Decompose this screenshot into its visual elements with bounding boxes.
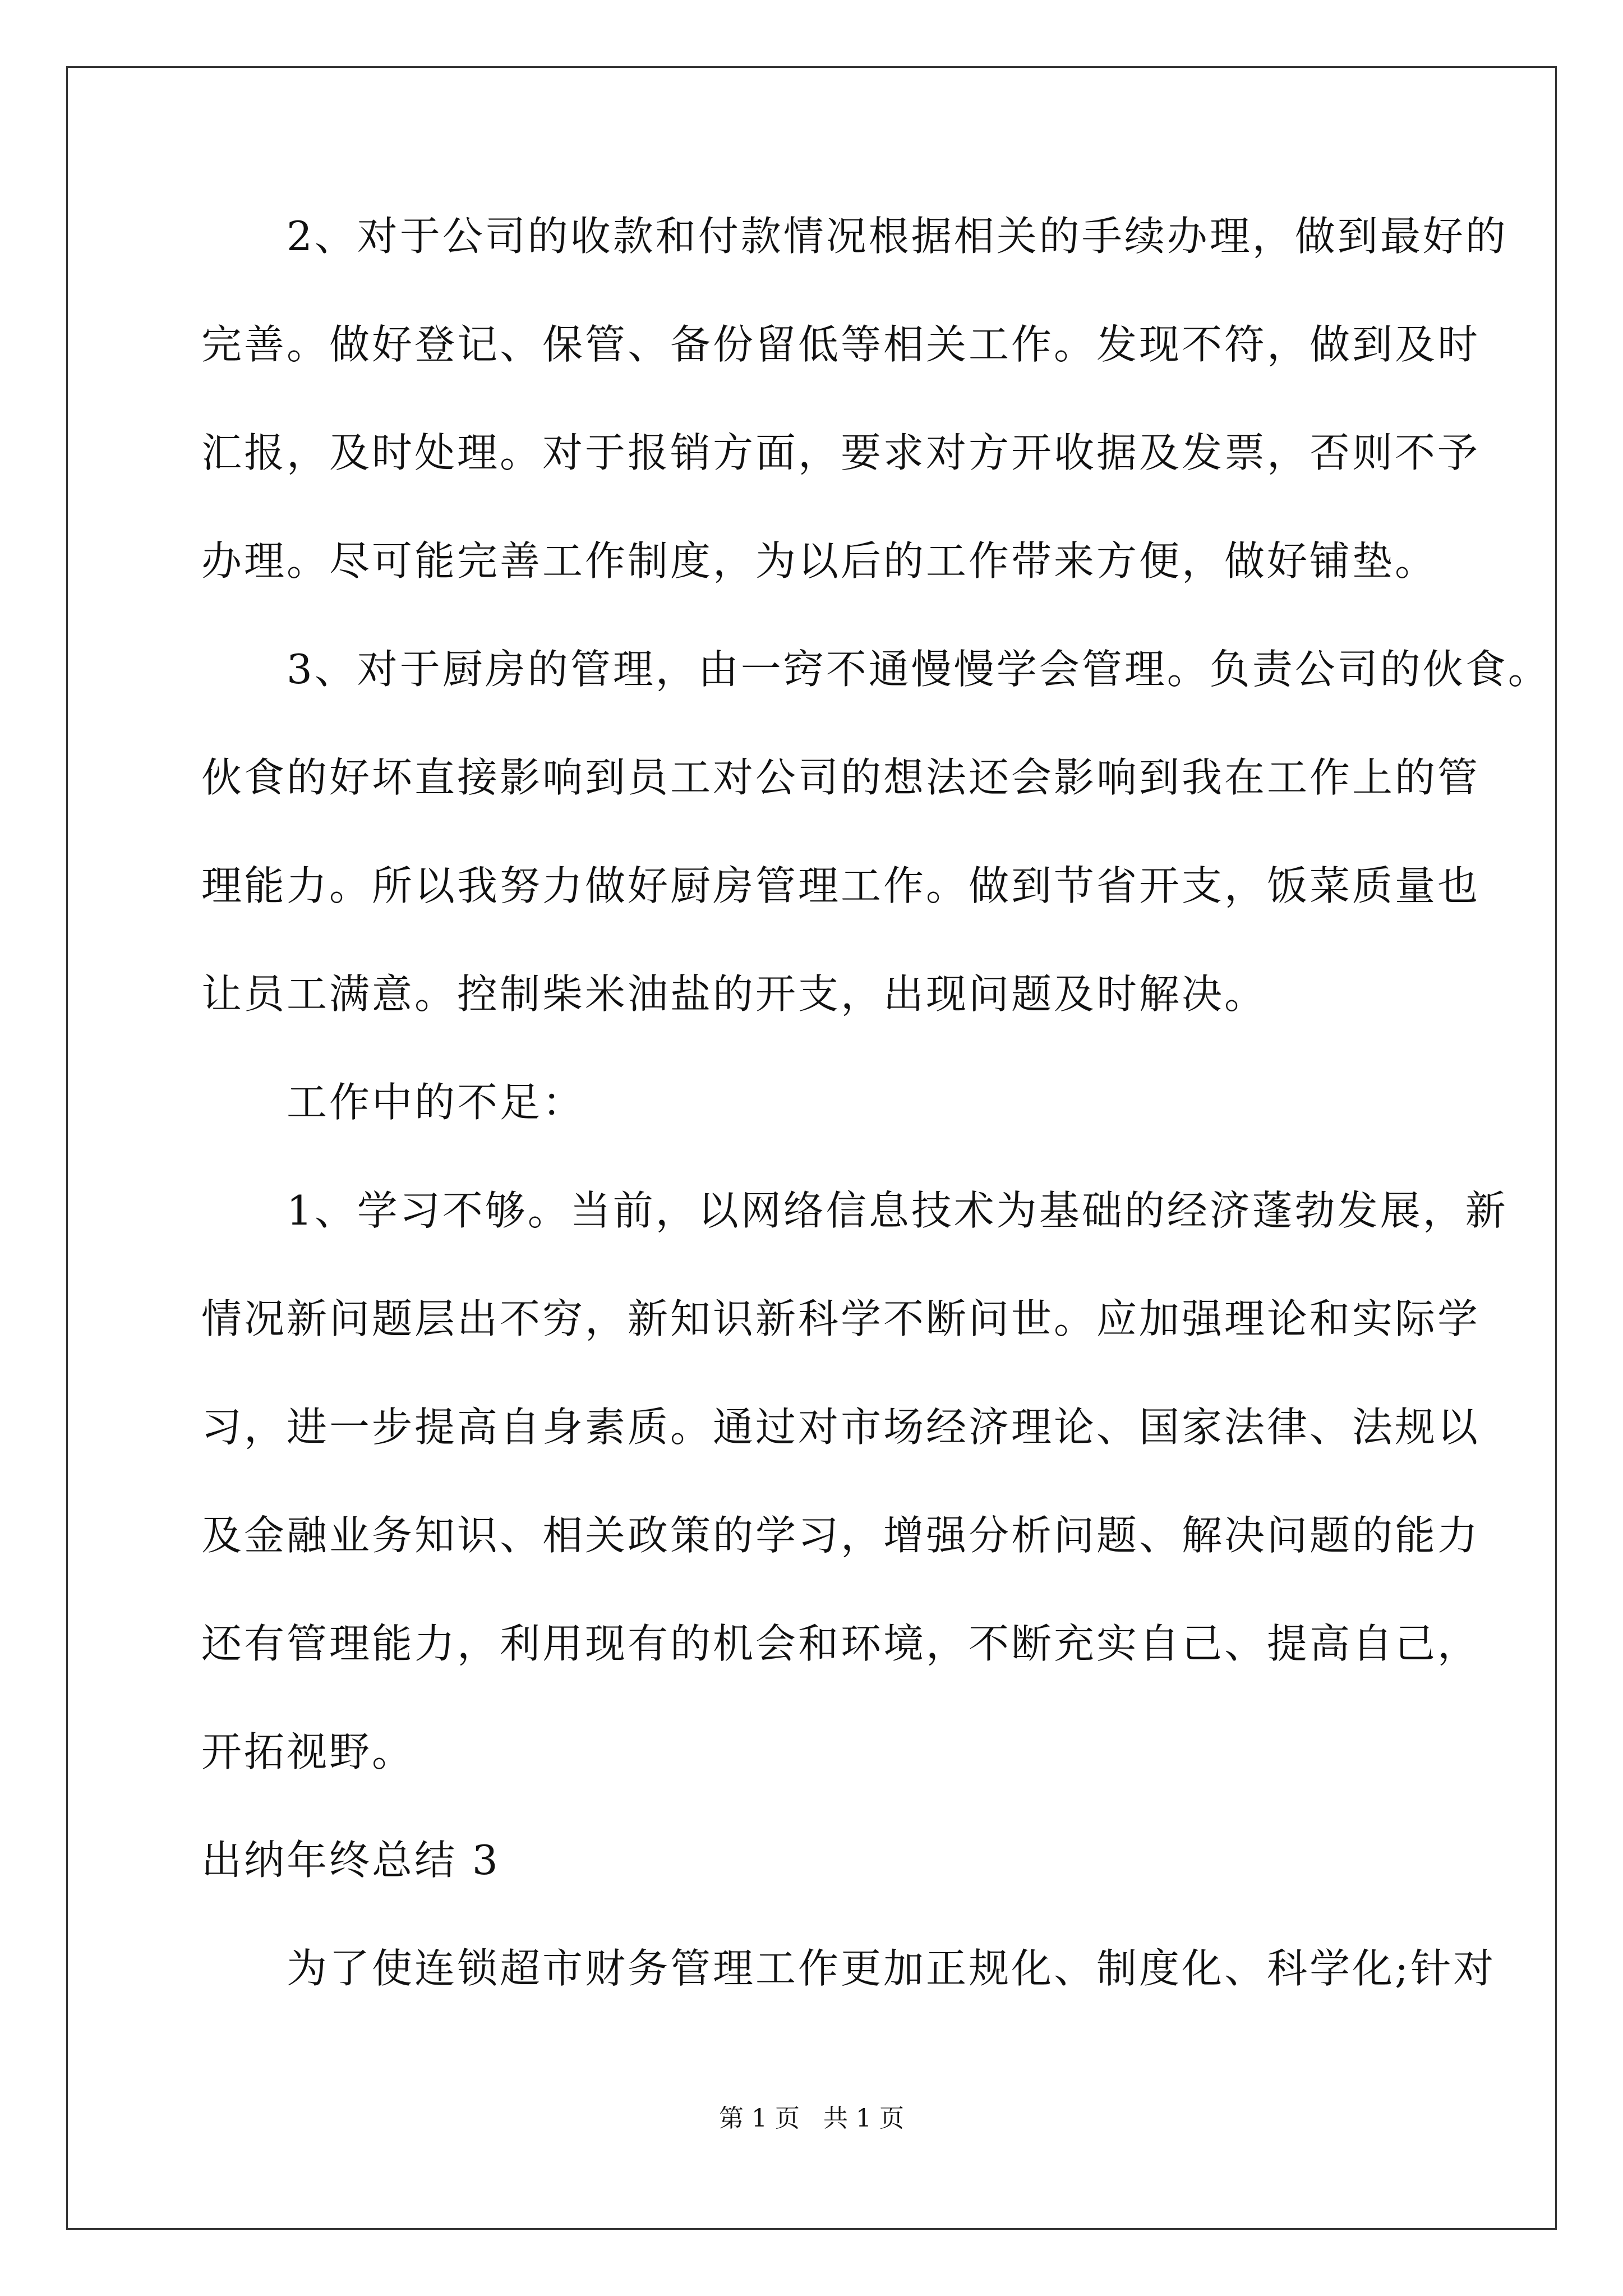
- text-line: 让员工满意。控制柴米油盐的开支，出现问题及时解决。: [201, 970, 1267, 1018]
- section-heading: 出纳年终总结 3: [201, 1837, 500, 1884]
- page-footer: 第 1 页 共 1 页: [719, 2104, 904, 2133]
- page-border: [66, 66, 1557, 2230]
- text-line: 习，进一步提高自身素质。通过对市场经济理论、国家法律、法规以: [201, 1404, 1481, 1451]
- text-line: 工作中的不足：: [201, 1079, 585, 1126]
- text-line: 3、对于厨房的管理，由一窍不通慢慢学会管理。负责公司的伙食。: [201, 646, 1551, 693]
- text-line: 办理。尽可能完善工作制度，为以后的工作带来方便，做好铺垫。: [201, 537, 1438, 585]
- text-line: 1、学习不够。当前，以网络信息技术为基础的经济蓬勃发展，新: [201, 1187, 1508, 1234]
- text-line: 伙食的好坏直接影响到员工对公司的想法还会影响到我在工作上的管: [201, 754, 1481, 801]
- text-line: 开拓视野。: [201, 1728, 415, 1775]
- text-line: 完善。做好登记、保管、备份留低等相关工作。发现不符，做到及时: [201, 321, 1481, 368]
- text-line: 及金融业务知识、相关政策的学习，增强分析问题、解决问题的能力: [201, 1512, 1481, 1559]
- text-line: 还有管理能力，利用现有的机会和环境，不断充实自己、提高自己，: [201, 1620, 1481, 1667]
- text-line: 汇报，及时处理。对于报销方面，要求对方开收据及发票，否则不予: [201, 429, 1481, 476]
- text-line: 2、对于公司的收款和付款情况根据相关的手续办理，做到最好的: [201, 213, 1508, 260]
- text-line: 情况新问题层出不穷，新知识新科学不断问世。应加强理论和实际学: [201, 1295, 1481, 1342]
- text-line: 理能力。所以我努力做好厨房管理工作。做到节省开支，饭菜质量也: [201, 862, 1481, 909]
- text-line: 为了使连锁超市财务管理工作更加正规化、制度化、科学化;针对: [201, 1945, 1496, 1992]
